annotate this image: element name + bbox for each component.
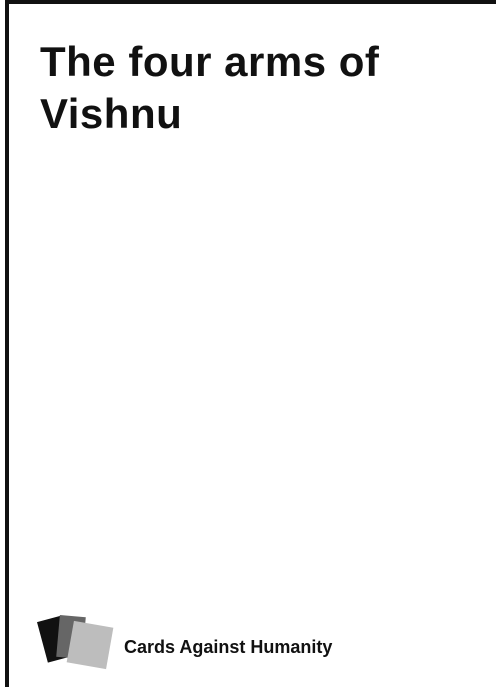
card-left-border bbox=[5, 0, 9, 687]
card-text: The four arms of Vishnu bbox=[40, 38, 380, 137]
cards-stack-icon bbox=[36, 612, 122, 672]
brand-name: Cards Against Humanity bbox=[124, 637, 333, 657]
card-top-border bbox=[5, 0, 496, 4]
logo-card-front bbox=[67, 621, 114, 669]
